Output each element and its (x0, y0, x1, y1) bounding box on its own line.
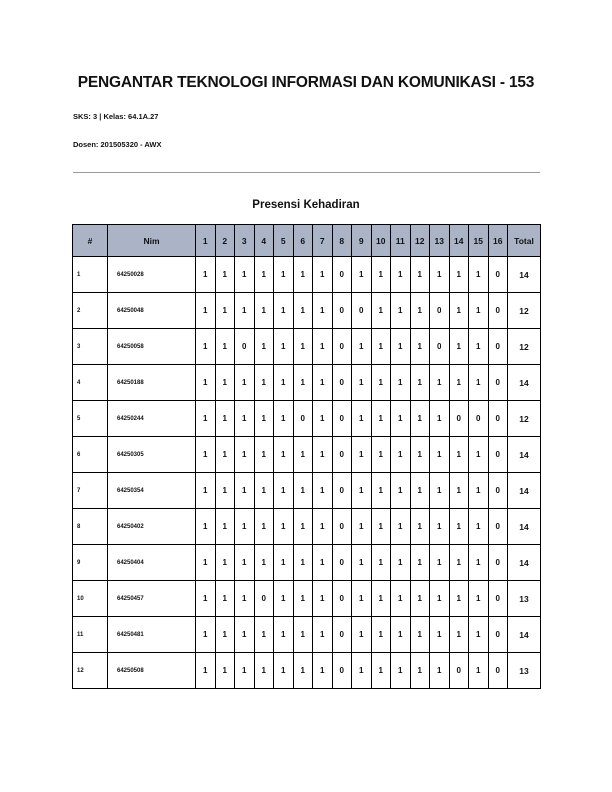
attendance-cell: 1 (371, 365, 391, 401)
attendance-cell: 1 (391, 329, 411, 365)
attendance-cell: 1 (410, 437, 430, 473)
total-cell: 14 (508, 617, 541, 653)
table-header-row (73, 225, 541, 257)
attendance-cell: 1 (410, 293, 430, 329)
attendance-cell: 1 (215, 329, 235, 365)
attendance-cell: 1 (274, 617, 294, 653)
attendance-cell: 0 (488, 545, 508, 581)
attendance-cell: 1 (254, 617, 274, 653)
row-number-cell: 4 (73, 365, 108, 401)
column-header: 8 (332, 225, 352, 257)
attendance-cell: 1 (352, 437, 372, 473)
attendance-cell: 1 (469, 329, 489, 365)
attendance-cell: 1 (410, 617, 430, 653)
attendance-cell: 1 (371, 257, 391, 293)
row-number-cell: 3 (73, 329, 108, 365)
attendance-cell: 1 (410, 365, 430, 401)
table-body (73, 257, 541, 689)
attendance-cell: 1 (313, 329, 333, 365)
attendance-cell: 1 (469, 653, 489, 689)
attendance-cell: 1 (254, 437, 274, 473)
attendance-cell: 0 (488, 437, 508, 473)
attendance-cell: 1 (371, 581, 391, 617)
nim-cell: 64250058 (108, 329, 196, 365)
table-row (73, 257, 541, 293)
table-row (73, 365, 541, 401)
attendance-cell: 1 (313, 545, 333, 581)
attendance-cell: 1 (196, 473, 216, 509)
attendance-cell: 1 (430, 617, 450, 653)
nim-cell: 64250048 (108, 293, 196, 329)
total-cell: 13 (508, 653, 541, 689)
attendance-cell: 1 (352, 617, 372, 653)
attendance-cell: 1 (196, 401, 216, 437)
attendance-cell: 1 (254, 509, 274, 545)
attendance-cell: 0 (332, 365, 352, 401)
attendance-cell: 1 (196, 257, 216, 293)
attendance-cell: 1 (274, 329, 294, 365)
attendance-cell: 1 (410, 329, 430, 365)
attendance-cell: 1 (274, 509, 294, 545)
attendance-cell: 1 (352, 545, 372, 581)
attendance-cell: 1 (196, 617, 216, 653)
attendance-cell: 1 (274, 473, 294, 509)
column-header: 13 (430, 225, 450, 257)
attendance-cell: 1 (449, 293, 469, 329)
attendance-cell: 0 (488, 581, 508, 617)
total-cell: 14 (508, 545, 541, 581)
attendance-cell: 1 (430, 653, 450, 689)
table-row (73, 617, 541, 653)
attendance-cell: 1 (313, 509, 333, 545)
attendance-cell: 1 (391, 437, 411, 473)
attendance-cell: 1 (430, 437, 450, 473)
attendance-table (72, 224, 541, 689)
attendance-cell: 1 (254, 401, 274, 437)
attendance-cell: 1 (391, 401, 411, 437)
column-header: 11 (391, 225, 411, 257)
table-row (73, 653, 541, 689)
attendance-cell: 1 (235, 401, 255, 437)
attendance-cell: 1 (235, 581, 255, 617)
attendance-cell: 0 (488, 509, 508, 545)
total-cell: 14 (508, 473, 541, 509)
attendance-cell: 1 (293, 257, 313, 293)
total-cell: 14 (508, 437, 541, 473)
attendance-cell: 1 (391, 545, 411, 581)
attendance-cell: 1 (235, 293, 255, 329)
attendance-cell: 1 (391, 293, 411, 329)
attendance-cell: 1 (254, 653, 274, 689)
attendance-cell: 0 (332, 617, 352, 653)
attendance-cell: 0 (254, 581, 274, 617)
column-header: Nim (108, 225, 196, 257)
attendance-cell: 1 (215, 617, 235, 653)
attendance-cell: 1 (371, 617, 391, 653)
attendance-cell: 1 (313, 617, 333, 653)
attendance-cell: 0 (332, 293, 352, 329)
attendance-cell: 1 (293, 365, 313, 401)
table-row (73, 473, 541, 509)
attendance-cell: 1 (352, 401, 372, 437)
attendance-cell: 1 (371, 545, 391, 581)
attendance-cell: 0 (488, 329, 508, 365)
nim-cell: 64250305 (108, 437, 196, 473)
attendance-cell: 1 (293, 617, 313, 653)
attendance-cell: 1 (371, 653, 391, 689)
attendance-cell: 1 (235, 509, 255, 545)
attendance-cell: 1 (371, 401, 391, 437)
column-header: 4 (254, 225, 274, 257)
attendance-cell: 0 (430, 329, 450, 365)
attendance-cell: 1 (254, 365, 274, 401)
attendance-cell: 1 (449, 509, 469, 545)
attendance-cell: 1 (430, 473, 450, 509)
attendance-cell: 1 (449, 329, 469, 365)
total-cell: 14 (508, 509, 541, 545)
attendance-cell: 1 (469, 545, 489, 581)
attendance-cell: 1 (313, 653, 333, 689)
attendance-cell: 1 (215, 257, 235, 293)
attendance-cell: 1 (196, 329, 216, 365)
nim-cell: 64250354 (108, 473, 196, 509)
column-header: 1 (196, 225, 216, 257)
attendance-cell: 1 (449, 437, 469, 473)
attendance-cell: 0 (449, 653, 469, 689)
divider (73, 172, 540, 173)
total-cell: 14 (508, 257, 541, 293)
row-number-cell: 1 (73, 257, 108, 293)
column-header: 2 (215, 225, 235, 257)
section-title: Presensi Kehadiran (252, 199, 360, 211)
total-cell: 13 (508, 581, 541, 617)
attendance-cell: 1 (352, 365, 372, 401)
total-cell: 12 (508, 401, 541, 437)
attendance-cell: 1 (215, 437, 235, 473)
attendance-cell: 1 (196, 437, 216, 473)
attendance-cell: 0 (293, 401, 313, 437)
attendance-cell: 1 (391, 509, 411, 545)
attendance-cell: 1 (254, 329, 274, 365)
sks-kelas-line: SKS: 3 | Kelas: 64.1A.27 (73, 112, 159, 121)
attendance-cell: 1 (352, 329, 372, 365)
attendance-cell: 1 (215, 653, 235, 689)
attendance-cell: 1 (449, 365, 469, 401)
attendance-cell: 0 (488, 617, 508, 653)
attendance-cell: 0 (488, 653, 508, 689)
attendance-cell: 1 (293, 329, 313, 365)
column-header: Total (508, 225, 541, 257)
attendance-cell: 1 (469, 509, 489, 545)
attendance-cell: 1 (235, 545, 255, 581)
column-header: 10 (371, 225, 391, 257)
attendance-cell: 1 (410, 509, 430, 545)
attendance-cell: 0 (449, 401, 469, 437)
nim-cell: 64250508 (108, 653, 196, 689)
attendance-cell: 1 (293, 581, 313, 617)
row-number-cell: 7 (73, 473, 108, 509)
attendance-cell: 1 (274, 653, 294, 689)
dosen-line: Dosen: 201505320 - AWX (73, 140, 162, 149)
attendance-cell: 1 (410, 581, 430, 617)
column-header: 16 (488, 225, 508, 257)
attendance-cell: 1 (313, 473, 333, 509)
attendance-cell: 1 (313, 401, 333, 437)
attendance-cell: 1 (196, 293, 216, 329)
attendance-cell: 1 (196, 581, 216, 617)
attendance-cell: 0 (332, 473, 352, 509)
nim-cell: 64250244 (108, 401, 196, 437)
attendance-cell: 1 (215, 293, 235, 329)
attendance-cell: 1 (293, 437, 313, 473)
table-row (73, 509, 541, 545)
attendance-cell: 1 (196, 653, 216, 689)
nim-cell: 64250402 (108, 509, 196, 545)
attendance-cell: 1 (215, 401, 235, 437)
attendance-cell: 1 (215, 365, 235, 401)
attendance-cell: 1 (410, 545, 430, 581)
attendance-cell: 1 (293, 509, 313, 545)
row-number-cell: 10 (73, 581, 108, 617)
attendance-cell: 1 (449, 545, 469, 581)
attendance-cell: 1 (235, 365, 255, 401)
attendance-cell: 1 (430, 509, 450, 545)
row-number-cell: 9 (73, 545, 108, 581)
attendance-cell: 1 (313, 581, 333, 617)
attendance-cell: 1 (235, 437, 255, 473)
attendance-cell: 1 (274, 581, 294, 617)
attendance-cell: 1 (469, 581, 489, 617)
attendance-cell: 1 (274, 437, 294, 473)
attendance-cell: 1 (235, 653, 255, 689)
attendance-cell: 1 (391, 617, 411, 653)
attendance-cell: 0 (488, 473, 508, 509)
attendance-cell: 1 (254, 545, 274, 581)
attendance-cell: 0 (488, 293, 508, 329)
column-header: 5 (274, 225, 294, 257)
attendance-cell: 1 (274, 365, 294, 401)
attendance-cell: 1 (235, 257, 255, 293)
total-cell: 12 (508, 293, 541, 329)
attendance-cell: 1 (274, 401, 294, 437)
attendance-cell: 1 (391, 257, 411, 293)
attendance-cell: 1 (469, 365, 489, 401)
attendance-cell: 1 (371, 509, 391, 545)
attendance-cell: 0 (332, 545, 352, 581)
attendance-cell: 1 (391, 473, 411, 509)
attendance-cell: 1 (313, 437, 333, 473)
attendance-cell: 0 (235, 329, 255, 365)
nim-cell: 64250481 (108, 617, 196, 653)
nim-cell: 64250404 (108, 545, 196, 581)
attendance-cell: 1 (469, 437, 489, 473)
attendance-cell: 1 (196, 365, 216, 401)
attendance-cell: 1 (371, 437, 391, 473)
attendance-cell: 1 (254, 293, 274, 329)
attendance-cell: 1 (254, 257, 274, 293)
nim-cell: 64250457 (108, 581, 196, 617)
nim-cell: 64250028 (108, 257, 196, 293)
attendance-cell: 1 (391, 653, 411, 689)
attendance-cell: 0 (430, 293, 450, 329)
attendance-cell: 1 (313, 365, 333, 401)
column-header: 12 (410, 225, 430, 257)
attendance-cell: 1 (293, 293, 313, 329)
attendance-cell: 1 (371, 293, 391, 329)
table-row (73, 581, 541, 617)
attendance-cell: 0 (488, 365, 508, 401)
column-header: # (73, 225, 108, 257)
attendance-cell: 0 (332, 509, 352, 545)
attendance-cell: 1 (293, 545, 313, 581)
attendance-cell: 1 (469, 473, 489, 509)
attendance-cell: 1 (410, 257, 430, 293)
attendance-cell: 1 (293, 473, 313, 509)
attendance-cell: 1 (449, 257, 469, 293)
attendance-cell: 1 (469, 257, 489, 293)
attendance-cell: 0 (332, 257, 352, 293)
attendance-cell: 1 (469, 617, 489, 653)
attendance-cell: 0 (332, 437, 352, 473)
attendance-cell: 1 (352, 653, 372, 689)
table-row (73, 545, 541, 581)
attendance-cell: 1 (449, 473, 469, 509)
attendance-cell: 1 (371, 329, 391, 365)
attendance-cell: 1 (352, 257, 372, 293)
attendance-cell: 0 (332, 581, 352, 617)
attendance-cell: 0 (352, 293, 372, 329)
attendance-cell: 1 (235, 473, 255, 509)
attendance-cell: 1 (430, 581, 450, 617)
column-header: 14 (449, 225, 469, 257)
attendance-cell: 0 (332, 653, 352, 689)
attendance-cell: 1 (235, 617, 255, 653)
attendance-cell: 1 (352, 581, 372, 617)
attendance-cell: 1 (274, 293, 294, 329)
row-number-cell: 11 (73, 617, 108, 653)
attendance-cell: 0 (332, 401, 352, 437)
attendance-cell: 1 (293, 653, 313, 689)
attendance-cell: 0 (332, 329, 352, 365)
column-header: 6 (293, 225, 313, 257)
attendance-cell: 1 (391, 581, 411, 617)
page-title: PENGANTAR TEKNOLOGI INFORMASI DAN KOMUNIKASI - 153 (77, 74, 535, 91)
total-cell: 14 (508, 365, 541, 401)
row-number-cell: 8 (73, 509, 108, 545)
attendance-cell: 1 (215, 581, 235, 617)
attendance-cell: 1 (430, 365, 450, 401)
total-cell: 12 (508, 329, 541, 365)
attendance-cell: 1 (449, 581, 469, 617)
attendance-cell: 1 (215, 473, 235, 509)
attendance-cell: 1 (410, 401, 430, 437)
attendance-cell: 1 (196, 545, 216, 581)
attendance-cell: 1 (313, 257, 333, 293)
attendance-cell: 1 (215, 509, 235, 545)
table-row (73, 293, 541, 329)
column-header: 3 (235, 225, 255, 257)
table-row (73, 401, 541, 437)
attendance-cell: 1 (352, 473, 372, 509)
attendance-cell: 1 (430, 401, 450, 437)
attendance-cell: 1 (352, 509, 372, 545)
attendance-cell: 1 (274, 257, 294, 293)
attendance-cell: 1 (254, 473, 274, 509)
row-number-cell: 12 (73, 653, 108, 689)
row-number-cell: 5 (73, 401, 108, 437)
nim-cell: 64250188 (108, 365, 196, 401)
column-header: 15 (469, 225, 489, 257)
attendance-cell: 0 (469, 401, 489, 437)
attendance-cell: 1 (430, 257, 450, 293)
attendance-cell: 1 (313, 293, 333, 329)
column-header: 7 (313, 225, 333, 257)
attendance-cell: 1 (371, 473, 391, 509)
attendance-cell: 1 (196, 509, 216, 545)
row-number-cell: 2 (73, 293, 108, 329)
table-row (73, 329, 541, 365)
attendance-cell: 0 (488, 257, 508, 293)
attendance-cell: 1 (410, 653, 430, 689)
attendance-cell: 0 (488, 401, 508, 437)
table-row (73, 437, 541, 473)
attendance-cell: 1 (410, 473, 430, 509)
row-number-cell: 6 (73, 437, 108, 473)
attendance-cell: 1 (449, 617, 469, 653)
attendance-cell: 1 (391, 365, 411, 401)
attendance-cell: 1 (430, 545, 450, 581)
column-header: 9 (352, 225, 372, 257)
attendance-cell: 1 (215, 545, 235, 581)
attendance-cell: 1 (274, 545, 294, 581)
attendance-cell: 1 (469, 293, 489, 329)
